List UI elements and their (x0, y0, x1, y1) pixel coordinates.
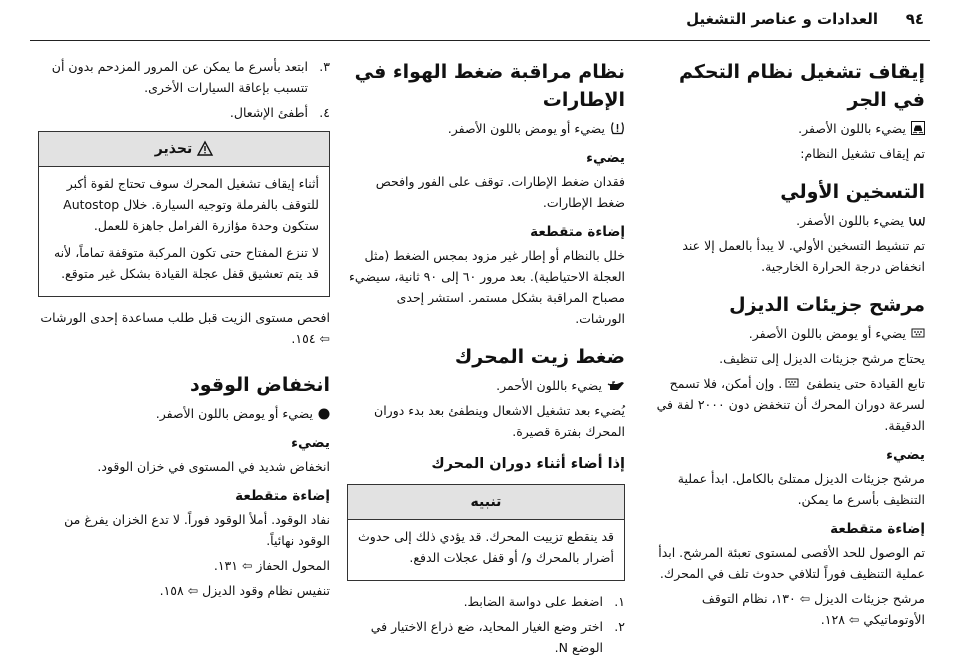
oil-can-icon (607, 380, 625, 392)
notice-box (347, 484, 625, 581)
dpf-drive (641, 373, 925, 436)
dpf-flash-text: تم الوصول للحد الأقصى لمستوى تعبئة المرشح. ابدأ عملية التنظيف فوراً لتلافي حدوث تلف في المحرك. (658, 545, 925, 581)
preheat-desc: تم تنشيط التسخين الأولي. لا يبدأ بالعمل إلا عند انخفاض درجة الحرارة الخارجية. (682, 238, 925, 274)
traction-lamp-text: يضيء باللون الأصفر. (798, 121, 906, 136)
step-text: ابتعد بأسرع ما يمكن عن المرور المزدحم بدون أن تتسبب بإعاقة السيارات الأخرى. (51, 59, 308, 95)
fuel-lamp-text: يضيء أو يومض باللون الأصفر. (155, 406, 313, 421)
preheat-coil-icon (909, 215, 925, 227)
dpf-lit-text: مرشح جزيئات الديزل ممتلئ بالكامل. ابدأ عملية التنظيف بأسرع ما يمكن. (677, 471, 925, 507)
tpms-lamp-line (347, 118, 625, 139)
warning-title-row (39, 132, 329, 167)
fuel-flash-text: نفاد الوقود. أملأ الوقود فوراً. لا تدع الخزان يفرغ من الوقود نهائياً. (64, 512, 330, 548)
list-item (38, 102, 330, 123)
warning-box (38, 131, 330, 297)
dpf-lit-heading: يضيء (886, 447, 925, 463)
notice-title: تنبيه (348, 485, 624, 520)
preheat-heading: التسخين الأولي (780, 181, 925, 203)
step-text: أطفئ الإشعال. (229, 105, 308, 120)
column-right (641, 56, 925, 632)
tpms-flash-text: خلل بالنظام أو إطار غير مزود بمجس الضغط (مثل العجلة الاحتياطية). بعد مرور ٦٠ إلى ٩٠ ثانية، سيضيء مصباح المراقبة بشكل مستمر. استشر إحدى الورشات. (349, 248, 625, 326)
dpf-reference: مرشح جزيئات الديزل ⇦ ١٣٠، نظام التوقف الأوتوماتيكي ⇦ ١٢٨. (701, 591, 925, 627)
traction-lamp-line (641, 118, 925, 139)
list-item (38, 56, 330, 98)
fuel-lit-text: انخفاض شديد في المستوى في خزان الوقود. (97, 459, 330, 474)
warning-text-2: لا تنزع المفتاح حتى تكون المركبة متوقفة تماماً، لأنه قد يتم تعشيق قفل عجلة القيادة بشكل غير متوقع. (53, 245, 319, 281)
oil-lamp-text: يضيء باللون الأحمر. (496, 378, 602, 393)
traction-control-off-icon (911, 121, 925, 135)
fuel-lit-heading: يضيء (291, 435, 330, 451)
column-left (38, 56, 330, 632)
fuel-pump-icon (318, 408, 330, 420)
fuel-lamp-line (38, 403, 330, 424)
list-item (347, 616, 625, 658)
warning-text-1: أثناء إيقاف تشغيل المحرك سوف تحتاج لقوة أكبر للتوقف بالفرملة وتوجيه السيارة. خلال Autostop ستكون وحدة مؤازرة الفرامل جاهزة للعمل. (63, 176, 319, 233)
preheat-lamp-text: يضيء باللون الأصفر. (796, 213, 904, 228)
dpf-need: يحتاج مرشح جزيئات الديزل إلى تنظيف. (719, 351, 925, 366)
dpf-flash-heading: إضاءة متقطعة (830, 521, 925, 537)
diesel-particle-filter-icon (911, 326, 925, 340)
fuel-reference-bleeding: تنفيس نظام وقود الديزل ⇦ ١٥٨. (159, 583, 330, 598)
step-number: ١. (614, 594, 625, 609)
tpms-heading: نظام مراقبة ضغط الهواء في الإطارات (354, 61, 625, 111)
oil-heading: ضغط زيت المحرك (454, 346, 625, 368)
fuel-flash-heading: إضاءة متقطعة (235, 488, 330, 504)
column-middle (347, 56, 625, 655)
dpf-drive-text-b: . وإن أمكن، فلا تسمح لسرعة دوران المحرك أن تنخفض دون ٢٠٠٠ لفة في الدقيقة. (656, 376, 925, 433)
page-number: ٩٤ (905, 10, 924, 28)
dpf-heading: مرشح جزيئات الديزل (729, 294, 925, 316)
dpf-drive-text-a: تابع القيادة حتى ينطفئ (806, 376, 925, 391)
notice-text: قد ينقطع تزييت المحرك. قد يؤدي ذلك إلى حدوث أضرار بالمحرك و/ أو قفل عجلات الدفع. (358, 529, 614, 565)
tpms-lit-text: فقدان ضغط الإطارات. توقف على الفور وافحص ضغط الإطارات. (375, 174, 625, 210)
step-text: اضغط على دواسة الضابط. (463, 594, 603, 609)
warning-triangle-icon (197, 141, 213, 156)
page-header (30, 8, 930, 38)
tpms-flash-heading: إضاءة متقطعة (530, 224, 625, 240)
step-number: ٤. (319, 105, 330, 120)
tpms-lamp-text: يضيء أو يومض باللون الأصفر. (447, 121, 605, 136)
traction-desc: تم إيقاف تشغيل النظام: (800, 146, 925, 161)
step-number: ٢. (614, 619, 625, 634)
preheat-lamp-line (641, 210, 925, 231)
oil-running-heading: إذا أضاء أثناء دوران المحرك (431, 456, 625, 472)
fuel-reference-catalytic: المحول الحفاز ⇦ ١٣١. (213, 558, 330, 573)
header-divider (30, 40, 930, 41)
traction-heading: إيقاف تشغيل نظام التحكم في الجر (678, 61, 925, 111)
warning-title: تحذير (154, 141, 193, 157)
list-item (347, 591, 625, 612)
fuel-heading: انخفاض الوقود (190, 374, 330, 396)
dpf-lamp-text: يضيء أو يومض باللون الأصفر. (748, 326, 906, 341)
step-number: ٣. (319, 59, 330, 74)
diesel-particle-filter-icon (785, 376, 799, 390)
step-text: اختر وضع الغيار المحايد، ضع ذراع الاختيار في الوضع N. (370, 619, 603, 655)
oil-lamp-line (347, 375, 625, 396)
dpf-lamp-line (641, 323, 925, 344)
tire-pressure-icon (610, 121, 625, 135)
page-title: العدادات و عناصر التشغيل (686, 10, 878, 28)
tpms-lit-heading: يضيء (586, 150, 625, 166)
oil-check-text: افحص مستوى الزيت قبل طلب مساعدة إحدى الورشات ⇦ ١٥٤. (40, 310, 330, 346)
oil-desc: يُضيء بعد تشغيل الاشعال وينطفئ بعد بدء دوران المحرك بفترة قصيرة. (374, 403, 625, 439)
